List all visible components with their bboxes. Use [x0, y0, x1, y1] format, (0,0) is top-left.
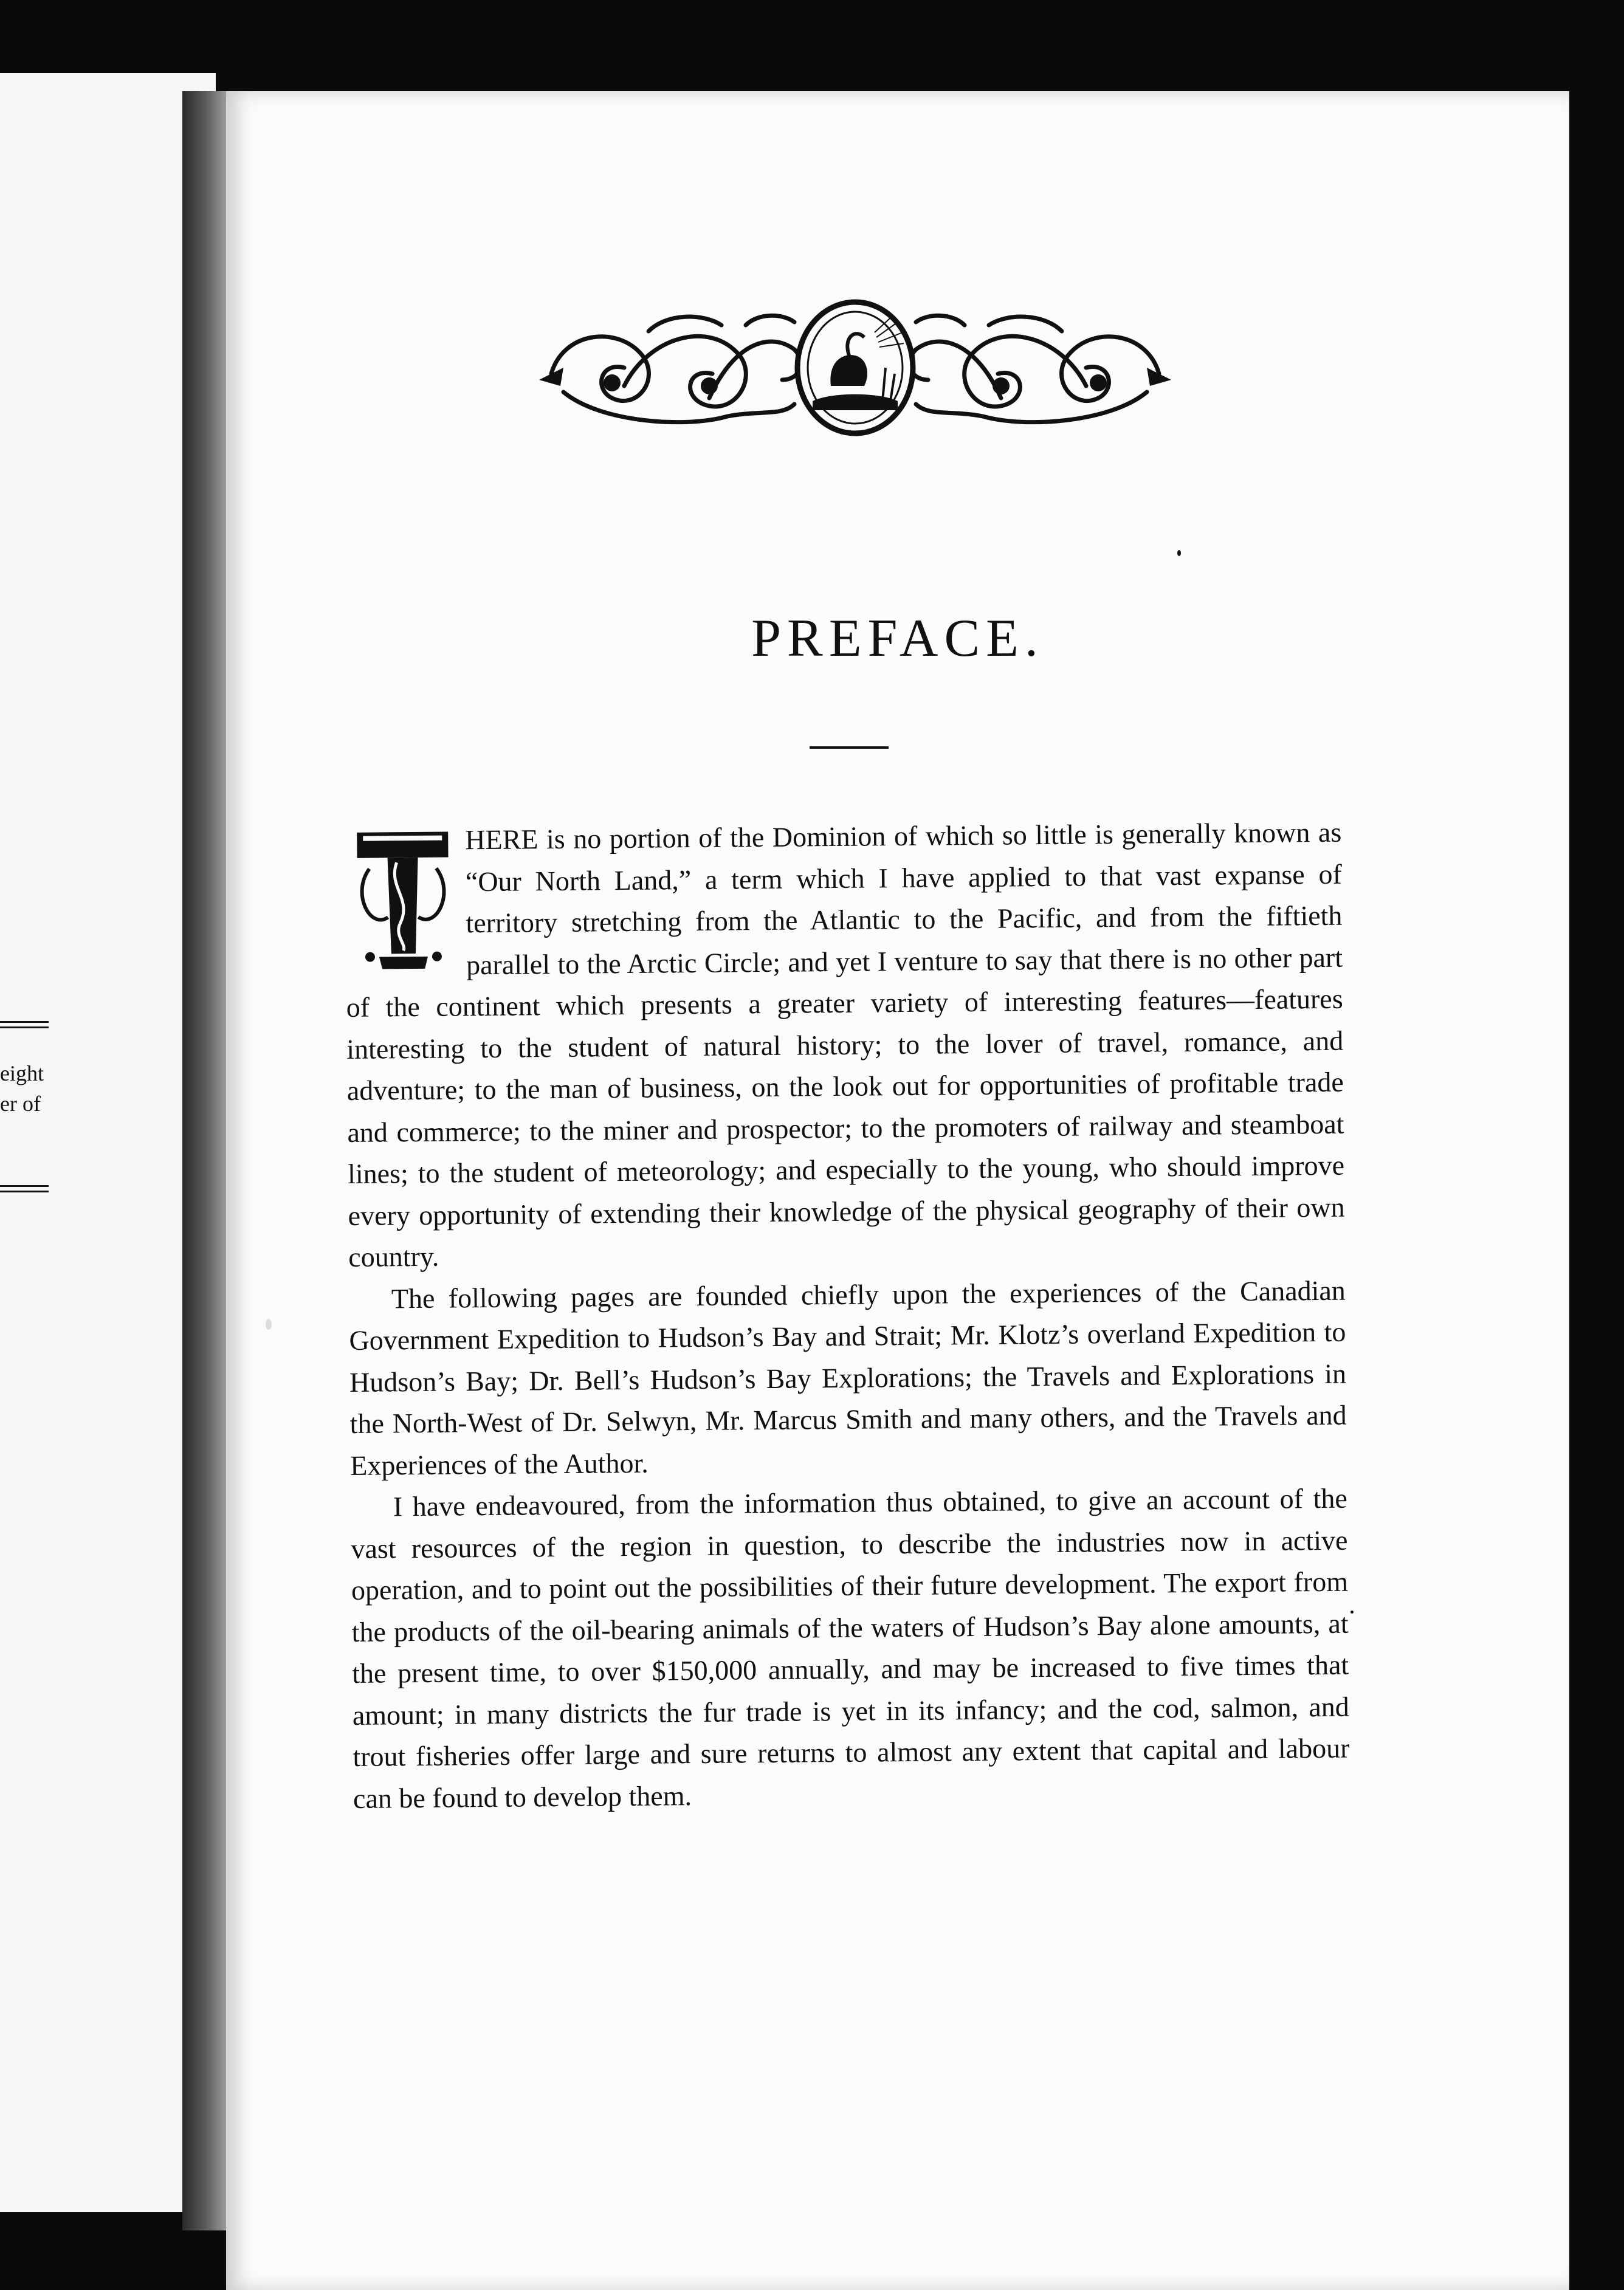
page-title: PREFACE. — [751, 609, 1044, 668]
paragraph-2: The following pages are founded chiefly upon the experiences of the Canadian Government Expedition to Hudson’s Bay and Strait; Mr. Klotz’s overland Expedition to Hudson’s Bay; Dr. Bell’s Hudson’s Bay Explorations; the Travels and Explorations in the North-West of Dr. Selwyn, Mr. Marcus Smith and many others, and the Travels and Experiences of the Author. — [349, 1274, 1347, 1481]
left-page-double-rule-bottom — [0, 1185, 49, 1192]
left-page-fragment-1: eight — [0, 1061, 44, 1085]
paragraph-1: HERE is no portion of the Dominion of which so little is generally known as “Our North Land,” a term which I have applied to that vast expanse of territory stretching from the Atlantic to the Pacific, and from the fiftieth parallel to the Arctic Circle; and yet I venture to say that there is no other part of the continent which presents a greater variety of interesting features—features interesting to the student of natural history; to the lover of travel, romance, and adventure; to the man of business, on the look out for opportunities of profitable trade and commerce; to the miner and prospector; to the promoters of railway and steamboat lines; to the student of meteorology; and especially to the young, who should improve every opportunity of extending their knowledge of the physical geography of their own country. — [346, 816, 1345, 1273]
paragraph-3: I have endeavoured, from the information thus obtained, to give an account of the vast resources of the region in question, to describe the industries now in active operation, and to point out the possibilities of their future development. The export from the products of the oil-bearing animals of the waters of Hudson’s Bay alone amounts, at the present time, to over $150,000 annually, and may be increased to five times that amount; in many districts the fur trade is yet in its infancy; and the cod, salmon, and trout fisheries offer large and sure returns to almost any extent that capital and labour can be found to develop them. — [351, 1482, 1350, 1814]
scroll-ornament-headpiece — [527, 295, 1183, 441]
title-rule — [810, 746, 889, 749]
left-page-fragment-2: er of — [0, 1092, 41, 1116]
ornamental-drop-cap — [345, 825, 461, 978]
left-page-double-rule-top — [0, 1021, 49, 1028]
preface-page — [226, 91, 1569, 2290]
preface-text — [345, 812, 1350, 1820]
speck — [266, 1319, 272, 1330]
speck — [1177, 550, 1181, 556]
speck — [1350, 1611, 1354, 1614]
